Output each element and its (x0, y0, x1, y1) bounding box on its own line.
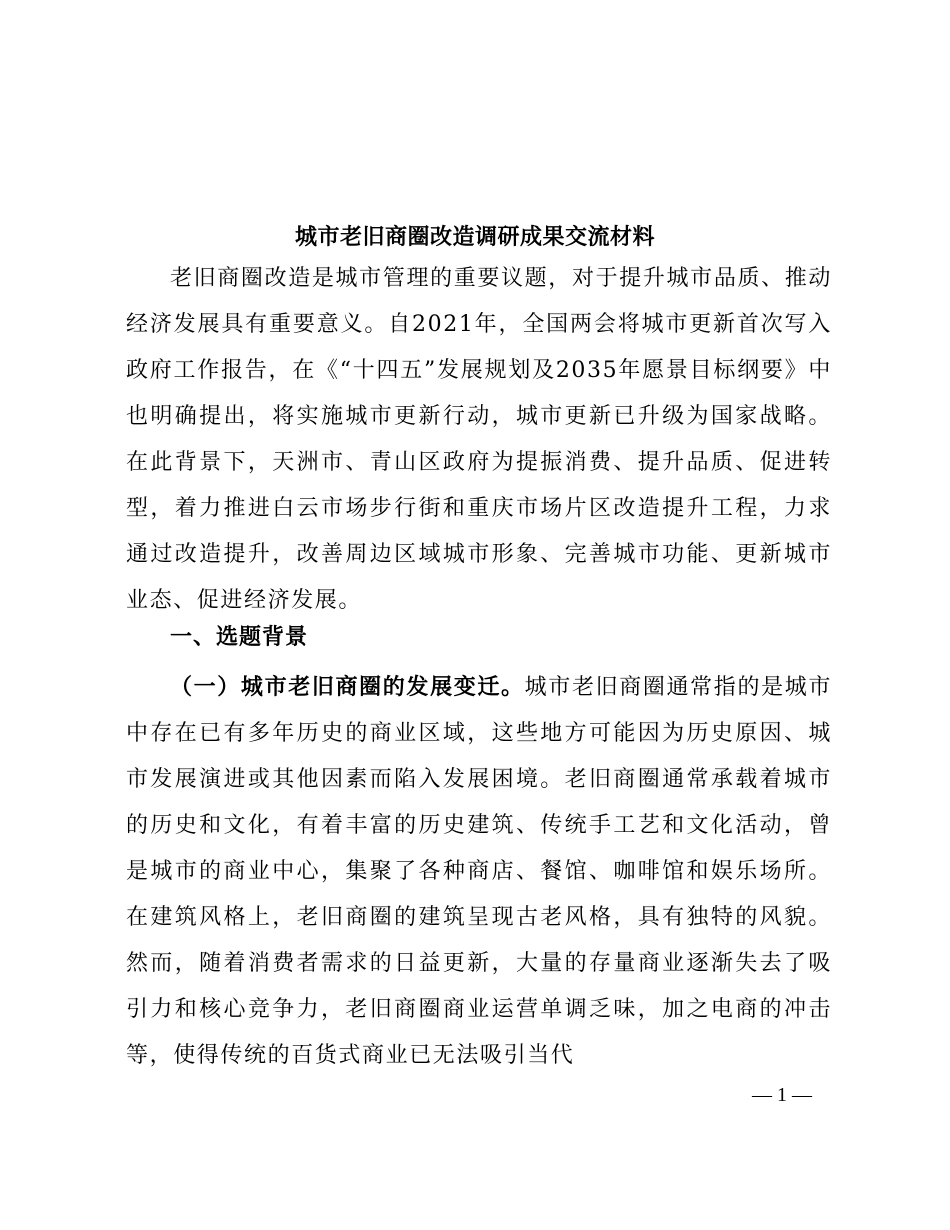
page-number: — 1 — (752, 1084, 812, 1106)
subsection-paragraph (126, 664, 832, 1079)
document-title: 城市老旧商圈改造调研成果交流材料 (294, 224, 655, 250)
subsection-heading: （一）城市老旧商圈的发展变迁。 (170, 674, 525, 700)
intro-paragraph: 老旧商圈改造是城市管理的重要议题，对于提升城市品质、推动经济发展具有重要意义。自2021年，全国两会将城市更新首次写入政府工作报告，在《“十四五”发展规划及2035年愿景目标纲要》中也明确提出，将实施城市更新行动，城市更新已升级为国家战略。在此背景下，天洲市、青山区政府为提振消费、提升品质、促进转型，着力推进白云市场步行街和重庆市场片区改造提升工程，力求通过改造提升，改善周边区域城市形象、完善城市功能、更新城市业态、促进经济发展。 (126, 266, 832, 613)
section-heading-background: 一、选题背景 (170, 625, 309, 650)
subsection-body-text: 城市老旧商圈通常指的是城市中存在已有多年历史的商业区域，这些地方可能因为历史原因、城市发展演进或其他因素而陷入发展困境。老旧商圈通常承载着城市的历史和文化，有着丰富的历史建筑、传统手工艺和文化活动，曾是城市的商业中心，集聚了各种商店、餐馆、咖啡馆和娱乐场所。在建筑风格上，老旧商圈的建筑呈现古老风格，具有独特的风貌。然而，随着消费者需求的日益更新，大量的存量商业逐渐失去了吸引力和核心竞争力，老旧商圈商业运营单调乏味，加之电商的冲击等，使得传统的百货式商业已无法吸引当代 (126, 675, 832, 1068)
